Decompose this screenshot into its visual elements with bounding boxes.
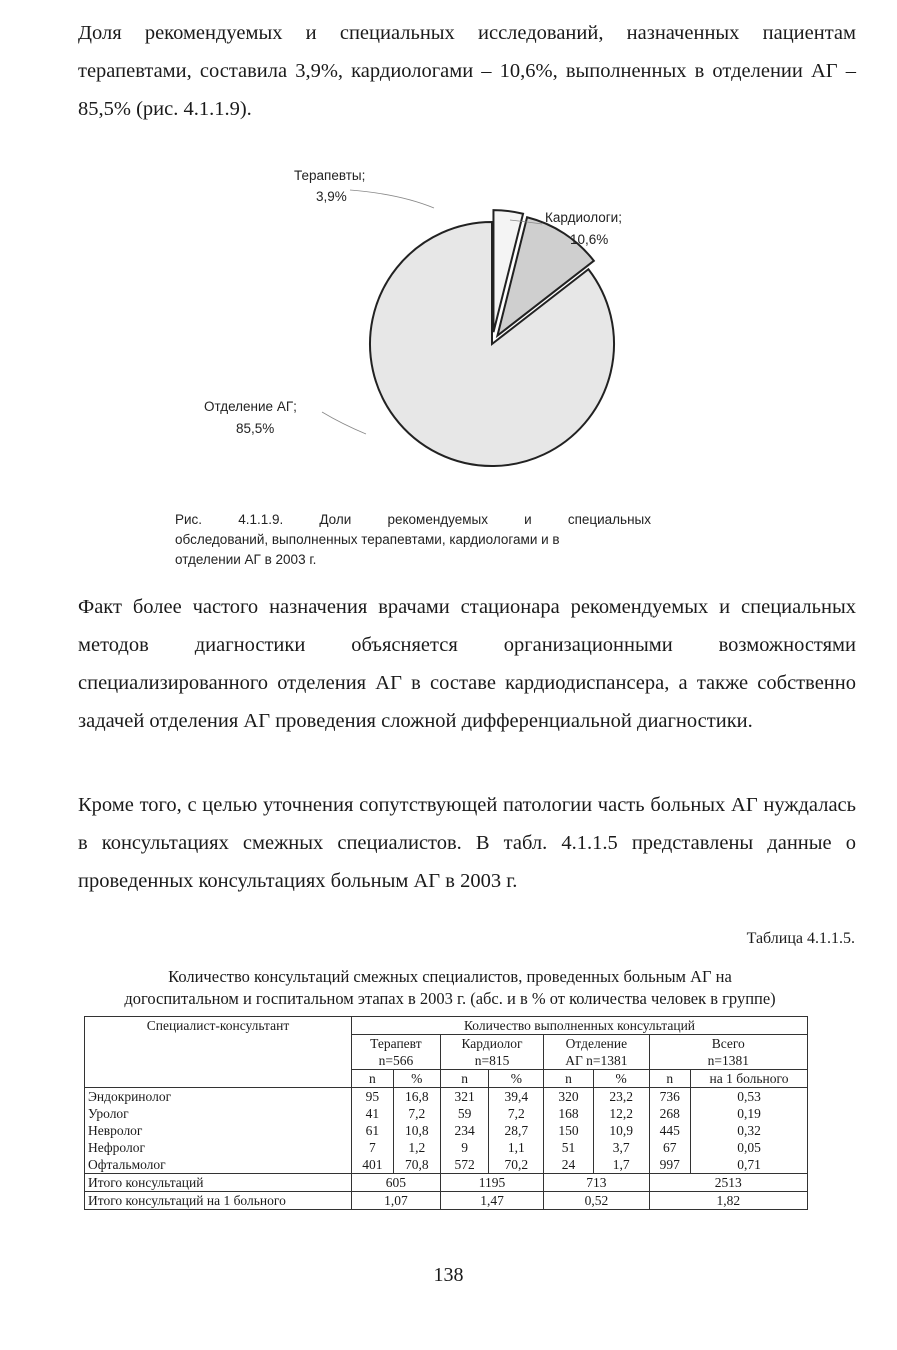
table-row bbox=[85, 1122, 808, 1139]
row-value: 9 bbox=[440, 1139, 489, 1156]
slice-label-therapists bbox=[294, 168, 365, 204]
table-title-line-1: Количество консультаций смежных специалистов, проведенных больным АГ на bbox=[168, 967, 732, 986]
paragraph-consultations: Кроме того, с целью уточнения сопутствующей патологии часть больных АГ нуждалась в консультациях смежных специалистов. В табл. 4.1.1.5 представлены данные о проведенных консультациях больным АГ в 2003 г. bbox=[78, 794, 856, 892]
summary-value: 2513 bbox=[649, 1174, 807, 1192]
page-number: 138 bbox=[433, 1264, 464, 1286]
row-value: 320 bbox=[544, 1088, 594, 1106]
row-value: 51 bbox=[544, 1139, 594, 1156]
summary-label: Итого консультаций на 1 больного bbox=[85, 1192, 352, 1210]
caption-line-2: обследований, выполненных терапевтами, кардиологами и в bbox=[175, 532, 560, 547]
row-value: 10,8 bbox=[393, 1122, 440, 1139]
label-ag-department-value: 85,5% bbox=[236, 421, 275, 436]
paragraph-share-of-studies: Доля рекомендуемых и специальных исследований, назначенных пациентам терапевтами, составила 3,9%, кардиологами – 10,6%, выполненных в отделении АГ – 85,5% (рис. 4.1.1.9). bbox=[78, 22, 856, 120]
label-cardiologists-name: Кардиологи; bbox=[545, 210, 622, 225]
label-therapists-value: 3,9% bbox=[316, 189, 347, 204]
caption-word: специальных bbox=[567, 512, 651, 527]
table-number: Таблица 4.1.1.5. bbox=[746, 930, 855, 947]
subheader-percent: % bbox=[393, 1070, 440, 1088]
header-group-title: Отделение bbox=[565, 1036, 628, 1051]
row-value: 445 bbox=[649, 1122, 690, 1139]
row-value: 0,19 bbox=[691, 1105, 808, 1122]
row-value: 0,53 bbox=[691, 1088, 808, 1106]
summary-value: 1195 bbox=[440, 1174, 543, 1192]
caption-word: и bbox=[524, 512, 532, 527]
row-value: 321 bbox=[440, 1088, 489, 1106]
summary-label: Итого консультаций bbox=[85, 1174, 352, 1192]
subheader-per-patient: на 1 больного bbox=[691, 1070, 808, 1088]
row-value: 7,2 bbox=[489, 1105, 544, 1122]
header-group bbox=[544, 1035, 649, 1070]
table-title bbox=[30, 966, 870, 1010]
row-value: 268 bbox=[649, 1105, 690, 1122]
row-value: 0,05 bbox=[691, 1139, 808, 1156]
table-row bbox=[85, 1139, 808, 1156]
summary-value: 1,82 bbox=[649, 1192, 807, 1210]
table-row bbox=[85, 1105, 808, 1122]
row-specialist: Уролог bbox=[85, 1105, 352, 1122]
row-value: 150 bbox=[544, 1122, 594, 1139]
subheader-n: n bbox=[544, 1070, 594, 1088]
header-count: Количество выполненных консультаций bbox=[352, 1017, 808, 1035]
subheader-percent: % bbox=[489, 1070, 544, 1088]
header-group-n: n=1381 bbox=[707, 1053, 749, 1068]
row-value: 0,71 bbox=[691, 1156, 808, 1174]
table-row bbox=[85, 1156, 808, 1174]
row-value: 67 bbox=[649, 1139, 690, 1156]
figure-caption bbox=[175, 510, 651, 570]
row-value: 59 bbox=[440, 1105, 489, 1122]
summary-value: 1,07 bbox=[352, 1192, 441, 1210]
paragraph-explanation: Факт более частого назначения врачами стационара рекомендуемых и специальных методов диагностики объясняется организационными возможностями специализированного отделения АГ в составе кардиодиспансера, а также собственно задачей отделения АГ проведения сложной дифференциальной диагностики. bbox=[78, 596, 856, 732]
row-value: 0,32 bbox=[691, 1122, 808, 1139]
row-value: 70,2 bbox=[489, 1156, 544, 1174]
row-value: 168 bbox=[544, 1105, 594, 1122]
summary-value: 713 bbox=[544, 1174, 649, 1192]
row-value: 24 bbox=[544, 1156, 594, 1174]
label-therapists-name: Терапевты; bbox=[294, 168, 366, 183]
header-group-n: n=815 bbox=[474, 1053, 510, 1068]
summary-value: 1,47 bbox=[440, 1192, 543, 1210]
summary-value: 0,52 bbox=[544, 1192, 649, 1210]
row-specialist: Нефролог bbox=[85, 1139, 352, 1156]
caption-line-3: отделении АГ в 2003 г. bbox=[175, 552, 317, 567]
row-value: 41 bbox=[352, 1105, 394, 1122]
row-value: 7 bbox=[352, 1139, 394, 1156]
table-title-line-2: догоспитальном и госпитальном этапах в 2003 г. (абс. и в % от количества человек в группе) bbox=[124, 989, 776, 1008]
per-patient-row bbox=[85, 1192, 808, 1210]
subheader-n: n bbox=[352, 1070, 394, 1088]
row-value: 1,2 bbox=[393, 1139, 440, 1156]
header-group-n: n=566 bbox=[378, 1053, 414, 1068]
row-value: 70,8 bbox=[393, 1156, 440, 1174]
label-ag-department-name: Отделение АГ; bbox=[204, 399, 297, 414]
header-row-1 bbox=[85, 1017, 808, 1035]
row-value: 95 bbox=[352, 1088, 394, 1106]
row-value: 23,2 bbox=[593, 1088, 649, 1106]
row-value: 1,1 bbox=[489, 1139, 544, 1156]
row-value: 997 bbox=[649, 1156, 690, 1174]
header-group-title: Кардиолог bbox=[461, 1036, 523, 1051]
row-specialist: Офтальмолог bbox=[85, 1156, 352, 1174]
table-row bbox=[85, 1088, 808, 1106]
row-value: 3,7 bbox=[593, 1139, 649, 1156]
total-row bbox=[85, 1174, 808, 1192]
consultations-table bbox=[84, 1016, 808, 1210]
row-specialist: Эндокринолог bbox=[85, 1088, 352, 1106]
header-group-title: Всего bbox=[711, 1036, 745, 1051]
row-value: 61 bbox=[352, 1122, 394, 1139]
row-specialist: Невролог bbox=[85, 1122, 352, 1139]
caption-word: рекомендуемых bbox=[387, 512, 488, 527]
row-value: 1,7 bbox=[593, 1156, 649, 1174]
header-group bbox=[440, 1035, 543, 1070]
pie-chart bbox=[180, 160, 700, 500]
subheader-n: n bbox=[440, 1070, 489, 1088]
row-value: 28,7 bbox=[489, 1122, 544, 1139]
summary-value: 605 bbox=[352, 1174, 441, 1192]
row-value: 401 bbox=[352, 1156, 394, 1174]
header-specialist: Специалист-консультант bbox=[85, 1017, 352, 1088]
header-group-n: АГ n=1381 bbox=[565, 1053, 628, 1068]
caption-word: Рис. bbox=[175, 512, 203, 527]
caption-word: Доли bbox=[319, 512, 352, 527]
row-value: 39,4 bbox=[489, 1088, 544, 1106]
header-group bbox=[649, 1035, 807, 1070]
slice-label-ag-department bbox=[204, 399, 297, 436]
header-group bbox=[352, 1035, 441, 1070]
row-value: 234 bbox=[440, 1122, 489, 1139]
row-value: 736 bbox=[649, 1088, 690, 1106]
header-group-title: Терапевт bbox=[370, 1036, 422, 1051]
caption-word: 4.1.1.9. bbox=[238, 512, 284, 527]
subheader-percent: % bbox=[593, 1070, 649, 1088]
row-value: 7,2 bbox=[393, 1105, 440, 1122]
label-cardiologists-value: 10,6% bbox=[570, 232, 609, 247]
row-value: 12,2 bbox=[593, 1105, 649, 1122]
row-value: 572 bbox=[440, 1156, 489, 1174]
subheader-n: n bbox=[649, 1070, 690, 1088]
row-value: 10,9 bbox=[593, 1122, 649, 1139]
row-value: 16,8 bbox=[393, 1088, 440, 1106]
